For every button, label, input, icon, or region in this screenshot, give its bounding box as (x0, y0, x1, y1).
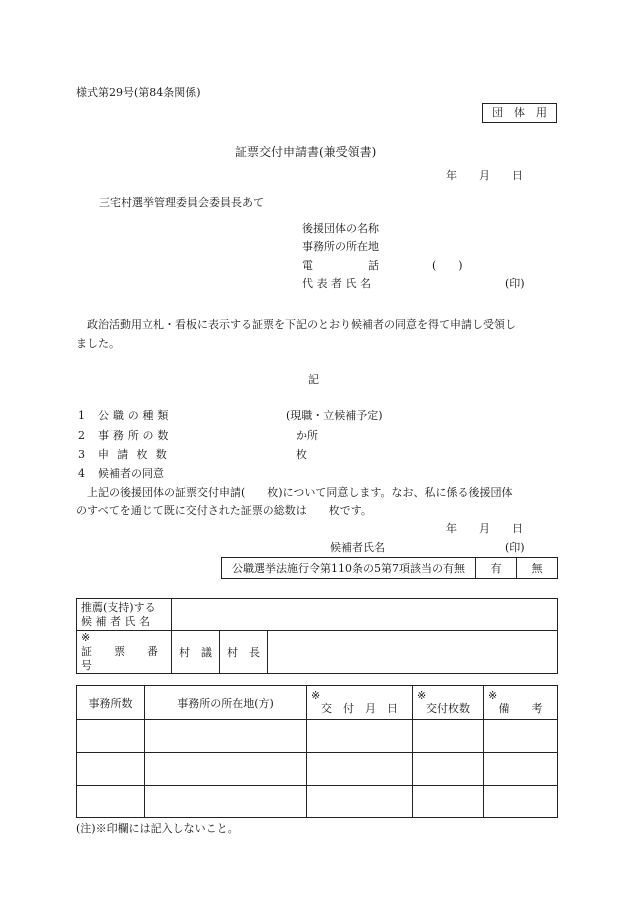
office-location-cell[interactable] (145, 720, 307, 753)
candidate-name-header (77, 599, 172, 631)
office-table (76, 685, 558, 818)
item-4-label: 候補者の同意 (98, 467, 164, 480)
header-office-count-label: 事務所数 (88, 696, 133, 710)
consent-text-line1: 上記の後援団体の証票交付申請( 枚)について同意します。なお、私に係る後援団体 (76, 486, 513, 499)
header-remarks (484, 686, 558, 720)
application-date: 年 月 日 (446, 169, 523, 182)
item-3-value: 枚 (296, 448, 307, 461)
header-issue-count-label: 交付枚数 (426, 701, 470, 715)
candidate-name-input[interactable] (172, 599, 558, 631)
table-row (77, 720, 558, 753)
body-text-line2: ました。 (76, 337, 120, 350)
representative-label: 代 表 者 氏 名 (302, 277, 371, 290)
recommendation-table (76, 598, 558, 674)
remarks-cell[interactable] (484, 720, 558, 753)
office-count-cell[interactable] (77, 720, 145, 753)
form-number: 様式第29号(第84条関係) (76, 86, 201, 99)
office-count-cell[interactable] (77, 753, 145, 786)
cert-number-input[interactable] (268, 631, 558, 674)
phone-label: 電 話 (302, 259, 379, 272)
addressee: 三宅村選挙管理委員会委員長あて (99, 196, 264, 209)
office-location-cell[interactable] (145, 786, 307, 818)
consent-text-line2: のすべてを通じて既に交付された証票の総数は 枚です。 (76, 504, 372, 517)
footnote: (注)※印欄には記入しないこと。 (76, 822, 239, 835)
table-row (77, 786, 558, 818)
cert-number-header (77, 631, 180, 674)
issue-count-mark: ※ (417, 688, 427, 702)
office-location-cell[interactable] (145, 753, 307, 786)
candidate-seal-mark: (印) (505, 541, 525, 554)
item-1-label: 公職の種類 (98, 409, 173, 422)
remarks-cell[interactable] (484, 786, 558, 818)
village-head-cell: 村 長 (220, 631, 268, 674)
office-count-cell[interactable] (77, 786, 145, 818)
item-1-number: 1 (78, 409, 85, 422)
header-issue-date-label: 交 付 月 日 (321, 701, 398, 715)
candidate-name-header-line1: 推薦(支持)する (81, 600, 156, 614)
item-4-number: 4 (78, 467, 85, 480)
table-row (77, 753, 558, 786)
village-council-cell: 村 議 (172, 631, 220, 674)
cert-number-mark: ※ (81, 631, 91, 644)
usage-type-box (482, 103, 557, 123)
item-2-label: 事務所の数 (98, 429, 173, 442)
remarks-cell[interactable] (484, 753, 558, 786)
item-2-value: か所 (296, 429, 318, 442)
header-issue-date (307, 686, 413, 720)
item-3-number: 3 (78, 448, 85, 461)
issue-date-cell[interactable] (307, 720, 413, 753)
issue-date-cell[interactable] (307, 786, 413, 818)
issue-count-cell[interactable] (413, 786, 484, 818)
ordinance-check-label: 公職選挙法施行令第110条の5第7項該当の有無 (222, 558, 476, 579)
issue-count-cell[interactable] (413, 753, 484, 786)
item-3-label: 申請枚数 (98, 448, 175, 461)
header-office-count (77, 686, 145, 720)
candidate-name-label: 候補者氏名 (330, 541, 385, 554)
candidate-name-header-line2: 候 補 者 氏 名 (81, 614, 150, 628)
item-1-value: (現職・立候補予定) (286, 409, 383, 422)
ordinance-no-option[interactable]: 無 (517, 558, 558, 579)
phone-area-code: ( ) (432, 259, 463, 272)
header-issue-count (413, 686, 484, 720)
ki-heading: 記 (308, 373, 319, 386)
office-location-label: 事務所の所在地 (302, 240, 379, 253)
document-title: 証票交付申請書(兼受領書) (235, 145, 377, 159)
issue-date-cell[interactable] (307, 753, 413, 786)
issue-count-cell[interactable] (413, 720, 484, 753)
remarks-mark: ※ (488, 688, 498, 702)
header-remarks-label: 備 考 (498, 701, 543, 715)
org-name-label: 後援団体の名称 (302, 222, 379, 235)
ordinance-check-table (221, 557, 558, 579)
ordinance-yes-option[interactable]: 有 (476, 558, 517, 579)
cert-number-label: 証 票 番 号 (81, 645, 180, 672)
usage-type-label: 団 体 用 (492, 106, 547, 119)
header-office-location (145, 686, 307, 720)
header-office-location-label: 事務所の所在地(方) (177, 696, 274, 710)
seal-mark: (印) (505, 277, 525, 290)
item-2-number: 2 (78, 429, 85, 442)
consent-date: 年 月 日 (446, 522, 523, 535)
body-text-line1: 政治活動用立札・看板に表示する証票を下記のとおり候補者の同意を得て申請し受領し (76, 318, 516, 331)
issue-date-mark: ※ (311, 688, 321, 702)
